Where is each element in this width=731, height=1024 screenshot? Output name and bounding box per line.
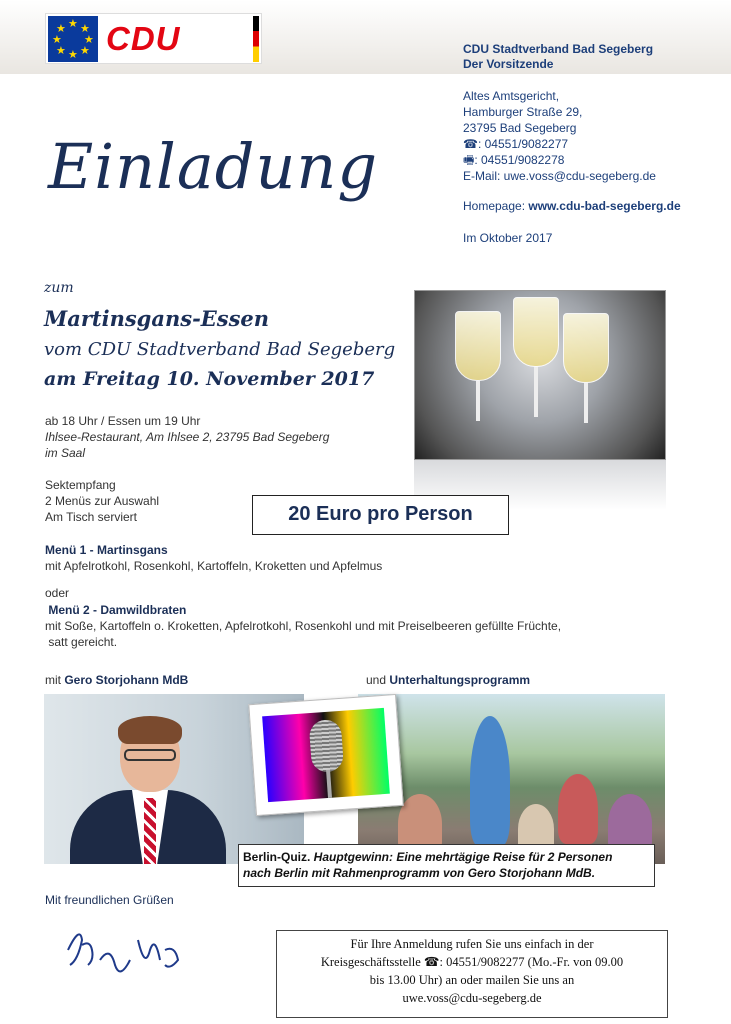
- homepage-line: Homepage: www.cdu-bad-segeberg.de: [463, 199, 681, 213]
- fax-line: 🖷: 04551/9082278: [463, 153, 565, 167]
- menu-1-title: Menü 1 - Martinsgans: [45, 543, 168, 557]
- program-line: und Unterhaltungsprogramm: [366, 673, 531, 687]
- quiz-label: Berlin-Quiz.: [243, 850, 311, 864]
- guest-name: Gero Storjohann MdB: [64, 673, 189, 687]
- address-block: [463, 88, 656, 184]
- closing-greeting: Mit freundlichen Grüßen: [45, 893, 174, 907]
- event-host: vom CDU Stadtverband Bad Segeberg: [44, 339, 396, 360]
- cdu-wordmark: CDU: [106, 20, 181, 57]
- page-title: Einladung: [48, 130, 379, 203]
- event-venue: Ihlsee-Restaurant, Am Ihlsee 2, 23795 Bad Segeberg im Saal: [45, 430, 330, 460]
- microphone-icon: [309, 719, 345, 773]
- quiz-box: Berlin-Quiz. Hauptgewinn: Eine mehrtägige Reise für 2 Personen nach Berlin mit Rahmenprogramm von Gero Storjohann MdB.: [238, 844, 655, 887]
- event-date: am Freitag 10. November 2017: [44, 368, 375, 390]
- org-name: CDU Stadtverband Bad Segeberg: [463, 42, 654, 56]
- org-role: Der Vorsitzende: [463, 57, 554, 71]
- event-name: Martinsgans-Essen: [44, 306, 270, 331]
- contact-box: Für Ihre Anmeldung rufen Sie uns einfach in der Kreisgeschäftsstelle ☎: 04551/9082277 (Mo.-Fr. von 09.00 bis 13.00 Uhr) an oder mailen Sie uns an uwe.voss@cdu-segeberg.de: [276, 930, 668, 1018]
- event-time: ab 18 Uhr / Essen um 19 Uhr: [45, 414, 201, 428]
- eu-flag-icon: ★ ★ ★ ★ ★ ★ ★ ★: [48, 16, 98, 62]
- event-intro: zum: [44, 280, 74, 296]
- organization-block: [463, 42, 653, 72]
- phone-icon: ☎: [463, 137, 478, 151]
- program-name: Unterhaltungsprogramm: [389, 673, 531, 687]
- email-line[interactable]: E-Mail: uwe.voss@cdu-segeberg.de: [463, 169, 656, 183]
- guest-line: mit Gero Storjohann MdB: [45, 673, 189, 687]
- menu-2: Menü 2 - Damwildbraten mit Soße, Kartoffeln o. Kroketten, Apfelrotkohl, Rosenkohl und mit Preiselbeeren gefüllte Früchte, satt gereicht.: [45, 602, 665, 650]
- address-line: Altes Amtsgericht,: [463, 89, 560, 103]
- boat-tour-photo: [358, 694, 665, 864]
- address-line: 23795 Bad Segeberg: [463, 121, 577, 135]
- signature-icon: [60, 920, 190, 990]
- phone-line: ☎: 04551/9082277: [463, 137, 569, 151]
- menu-2-title: Menü 2 - Damwildbraten: [48, 603, 187, 617]
- letter-date: Im Oktober 2017: [463, 231, 553, 245]
- address-line: Hamburger Straße 29,: [463, 105, 583, 119]
- fax-icon: 🖷: [463, 153, 475, 167]
- microphone-photo: [248, 694, 403, 816]
- menu-2-description: mit Soße, Kartoffeln o. Kroketten, Apfelrotkohl, Rosenkohl und mit Preiselbeeren gefüllte Früchte,: [45, 619, 562, 633]
- menu-1: [45, 542, 382, 574]
- champagne-photo: [414, 290, 666, 460]
- price-box: 20 Euro pro Person: [252, 495, 509, 535]
- menu-separator: oder: [45, 586, 70, 600]
- german-flag-icon: [253, 16, 259, 62]
- menu-1-description: mit Apfelrotkohl, Rosenkohl, Kartoffeln, Kroketten und Apfelmus: [45, 559, 383, 573]
- event-extras: Sektempfang 2 Menüs zur Auswahl Am Tisch serviert: [45, 478, 160, 524]
- contact-email[interactable]: uwe.voss@cdu-segeberg.de: [402, 991, 542, 1005]
- homepage-link[interactable]: www.cdu-bad-segeberg.de: [528, 199, 681, 213]
- cdu-logo: [45, 13, 262, 64]
